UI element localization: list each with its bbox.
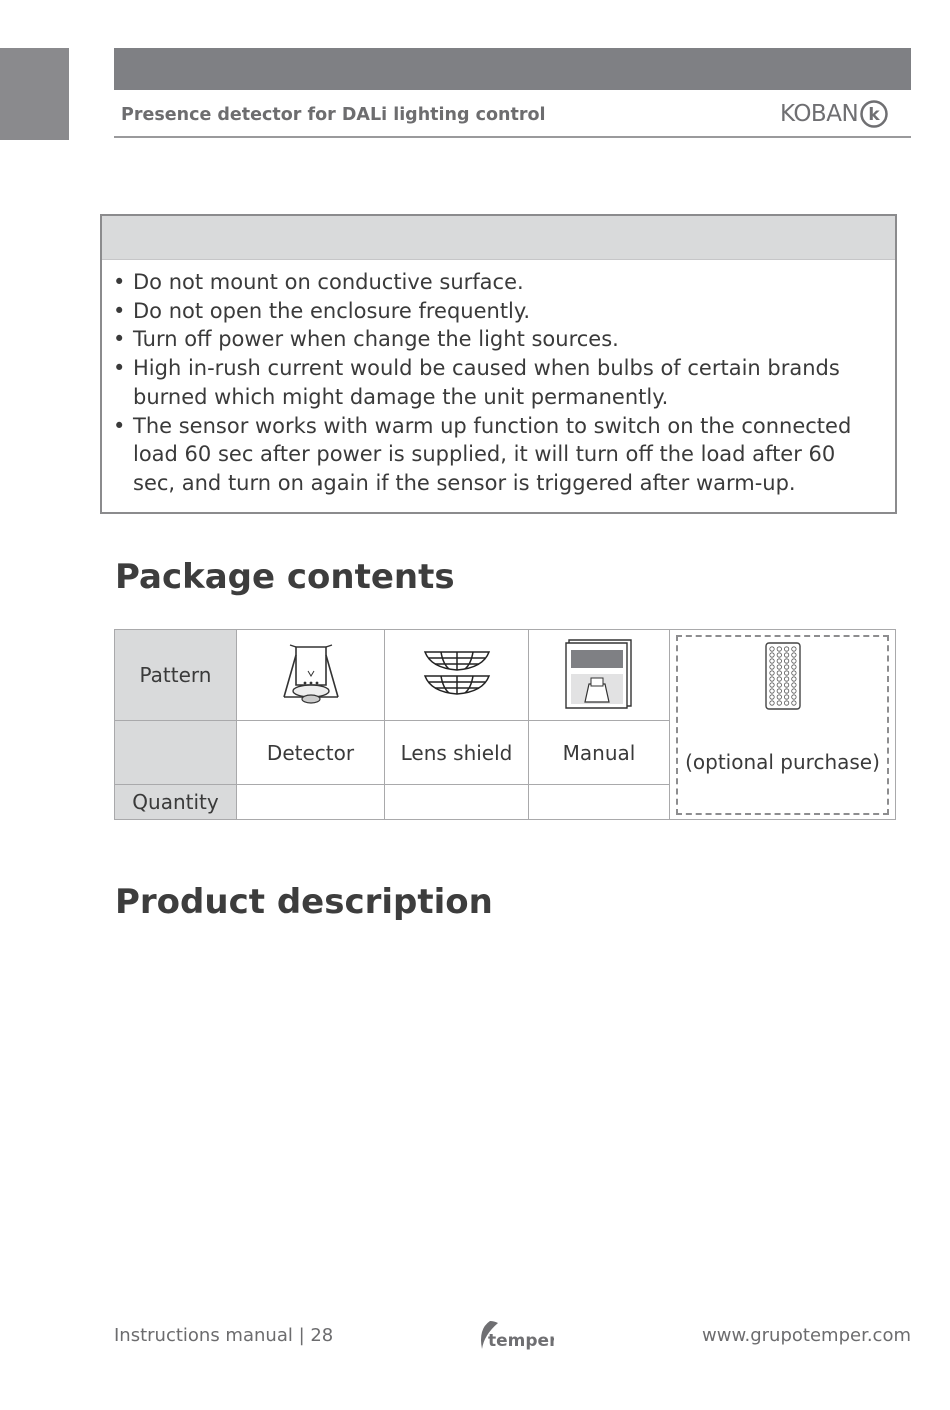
optional-purchase-label: (optional purchase) xyxy=(685,750,880,774)
header-rule xyxy=(114,136,911,138)
detector-icon xyxy=(280,641,342,705)
header-bar xyxy=(114,48,911,90)
document-title: Presence detector for DALi lighting control xyxy=(121,105,546,125)
quantity-label: Quantity xyxy=(115,785,237,820)
warning-box-header xyxy=(102,216,895,260)
package-contents-table xyxy=(114,629,896,820)
warning-item: • The sensor works with warm up function to switch on the connected load 60 sec after power is supplied, it will turn off the load after 60 sec, and turn on again if the sensor is triggered after warm-up. xyxy=(113,413,852,495)
side-tab xyxy=(0,48,69,140)
warning-item: • Do not open the enclosure frequently. xyxy=(113,298,530,323)
detector-picture-cell xyxy=(237,630,385,721)
warning-box xyxy=(100,214,897,514)
temper-wordmark: temper xyxy=(488,1331,554,1351)
manual-quantity xyxy=(529,785,670,820)
manual-picture-cell xyxy=(529,630,670,721)
lens-shield-quantity xyxy=(385,785,529,820)
pattern-row xyxy=(115,630,896,721)
lens-shield-label: Lens shield xyxy=(385,721,529,785)
temper-logo xyxy=(476,1315,554,1355)
remote-picture xyxy=(670,642,895,715)
item-name-label xyxy=(115,721,237,785)
detector-quantity xyxy=(237,785,385,820)
lens-shield-picture-cell xyxy=(385,630,529,721)
warning-item: • High in-rush current would be caused when bulbs of certain brands burned which might damage the unit permanently. xyxy=(113,356,840,409)
remote-control-icon xyxy=(765,642,801,710)
warning-item: • Turn off power when change the light sources. xyxy=(113,327,619,352)
manual-icon xyxy=(563,636,635,710)
footer-manual-page: Instructions manual | 28 xyxy=(114,1325,334,1346)
warning-list xyxy=(112,268,872,498)
lens-shield-icon xyxy=(423,648,491,698)
manual-label: Manual xyxy=(529,721,670,785)
optional-item-cell xyxy=(670,630,896,820)
detector-label: Detector xyxy=(237,721,385,785)
pattern-label: Pattern xyxy=(115,630,237,721)
koban-logo xyxy=(780,99,888,129)
footer-website: www.grupotemper.com xyxy=(702,1325,911,1346)
koban-k-icon xyxy=(860,100,888,128)
package-contents-heading: Package contents xyxy=(115,557,455,597)
brand-name: KOBAN xyxy=(780,101,859,127)
product-description-heading: Product description xyxy=(115,882,493,922)
warning-item: • Do not mount on conductive surface. xyxy=(113,270,524,294)
brand-mark: k xyxy=(868,105,880,125)
